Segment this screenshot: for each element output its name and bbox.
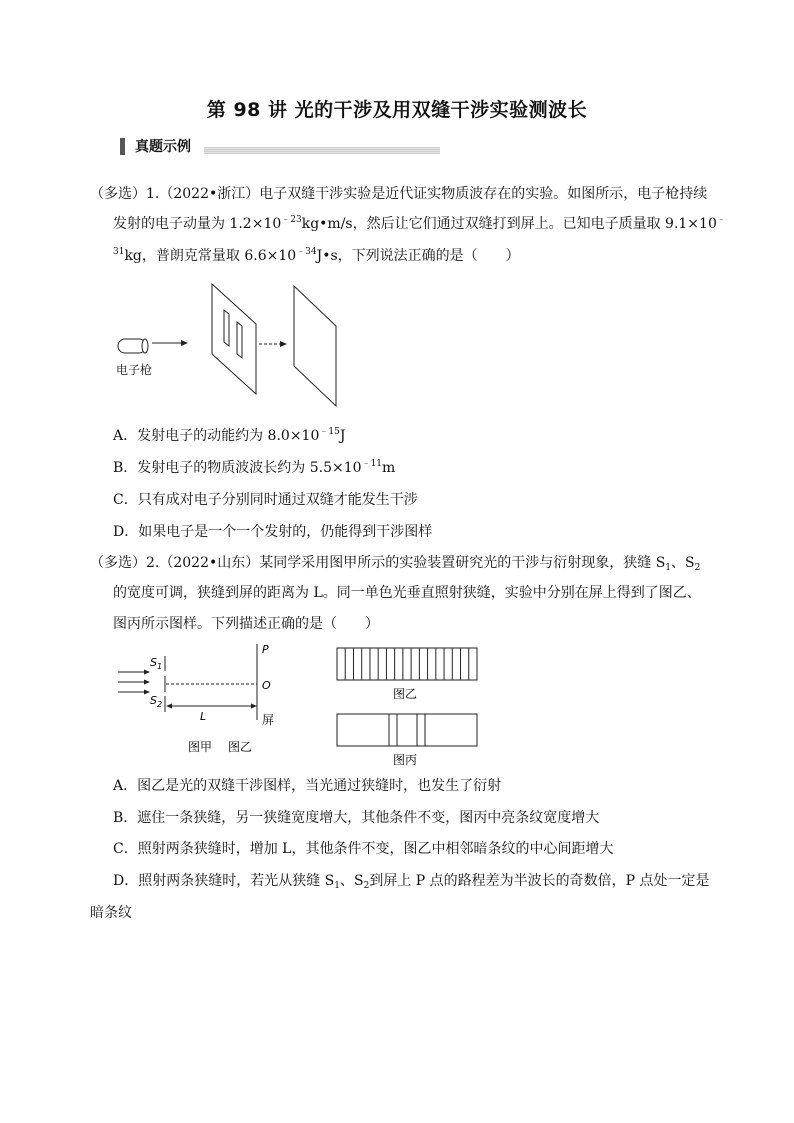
q1-option-b-unit: m bbox=[382, 460, 396, 476]
q1-exponent: 31 bbox=[113, 247, 125, 257]
q1-line3-text: kg，普朗克常量取 6.6×10 bbox=[124, 248, 297, 264]
figure-jia bbox=[110, 640, 290, 760]
q2-option-d-text2: 、S bbox=[340, 873, 364, 889]
o-label: O bbox=[262, 679, 271, 692]
section-bar bbox=[120, 138, 125, 155]
q2-option-a: A．图乙是光的双缝干涉图样，当光通过狭缝时，也发生了衍射 bbox=[113, 778, 502, 794]
section-label: 真题示例 bbox=[135, 139, 191, 155]
q1-option-b bbox=[113, 458, 395, 478]
q2-option-d-continued: 暗条纹 bbox=[90, 905, 132, 921]
beam-arrow bbox=[152, 340, 188, 346]
q1-option-c: C．只有成对电子分别同时通过双缝才能发生干涉 bbox=[113, 492, 418, 508]
s1-label: $S_1$ bbox=[150, 656, 163, 671]
q1-exponent-sign: ﹣ bbox=[716, 215, 726, 225]
q1-exponent: ﹣23 bbox=[281, 215, 302, 225]
q1-option-a-text: A．发射电子的动能约为 8.0×10 bbox=[113, 428, 320, 444]
caption-jia: 图甲 bbox=[188, 740, 213, 754]
q1-option-b-text: B．发射电子的物质波波长约为 5.5×10 bbox=[113, 460, 362, 476]
q2-subscript: 2 bbox=[694, 563, 701, 573]
q1-option-a bbox=[113, 426, 345, 446]
q1-line1: （多选）1.（2022•浙江）电子双缝干涉实验是近代证实物质波存在的实验。如图所示，电子枪持续 bbox=[90, 186, 708, 202]
screen-label: 屏 bbox=[262, 713, 275, 727]
q2-line2: 的宽度可调，狭缝到屏的距离为 L。同一单色光垂直照射狭缝，实验中分别在屏上得到了图乙、 bbox=[113, 585, 701, 601]
q1-option-b-exponent: ﹣11 bbox=[361, 459, 383, 469]
electron-gun-icon bbox=[118, 339, 148, 353]
q1-line3 bbox=[113, 246, 520, 266]
s2-label: $S_2$ bbox=[150, 694, 163, 709]
section-stripe bbox=[204, 147, 440, 154]
q1-option-d: D．如果电子是一个一个发射的，仍能得到干涉图样 bbox=[113, 524, 433, 540]
q2-line3: 图丙所示图样。下列描述正确的是（ ） bbox=[113, 616, 379, 632]
q2-option-d-text3: 到屏上 P 点的路程差为半波长的奇数倍，P 点处一定是 bbox=[369, 873, 710, 889]
caption-yi: 图乙 bbox=[393, 687, 418, 701]
q2-option-d-text: D．照射两条狭缝时，若光从狭缝 S bbox=[113, 873, 335, 889]
q1-exponent: ﹣34 bbox=[296, 247, 317, 257]
q2-line1-text: （多选）2.（2022•山东）某同学采用图甲所示的实验装置研究光的干涉与衍射现象，狭缝 S bbox=[90, 555, 666, 571]
figure-yi bbox=[335, 645, 485, 705]
q2-option-b: B．遮住一条狭缝，另一狭缝宽度增大，其他条件不变，图丙中亮条纹宽度增大 bbox=[113, 810, 600, 826]
fringe-box-yi bbox=[337, 648, 477, 680]
q1-line2-text: 发射的电子动量为 1.2×10 bbox=[113, 216, 282, 232]
double-slit-plate bbox=[212, 284, 256, 394]
q2-line1 bbox=[90, 553, 700, 573]
q1-line2 bbox=[113, 214, 726, 234]
distance-l-arrow bbox=[166, 704, 257, 709]
dashed-arrow bbox=[259, 341, 287, 347]
p-label: P bbox=[262, 643, 269, 656]
fringe-box-bing bbox=[337, 714, 477, 746]
page-title: 第 98 讲 光的干涉及用双缝干涉实验测波长 bbox=[206, 99, 588, 121]
q1-option-a-unit: J bbox=[339, 428, 346, 444]
incident-light-arrows bbox=[118, 670, 150, 695]
q2-subscript: 2 bbox=[363, 881, 370, 891]
screen-plate bbox=[294, 286, 336, 406]
q2-subscript: 1 bbox=[665, 563, 672, 573]
figure-bing bbox=[335, 711, 485, 771]
electron-gun-figure bbox=[110, 280, 350, 410]
q2-line1-text2: 、S bbox=[671, 555, 695, 571]
l-label: L bbox=[200, 710, 207, 723]
q2-option-d bbox=[113, 871, 710, 891]
q2-option-c: C．照射两条狭缝时，增加 L，其他条件不变，图乙中相邻暗条纹的中心间距增大 bbox=[113, 841, 614, 857]
q1-option-a-exponent: ﹣15 bbox=[319, 427, 340, 437]
q1-line3-text2: J•s，下列说法正确的是（ ） bbox=[316, 248, 520, 264]
electron-gun-label: 电子枪 bbox=[116, 363, 153, 377]
q1-line2-text2: kg•m/s，然后让它们通过双缝打到屏上。已知电子质量取 9.1×10 bbox=[301, 216, 717, 232]
section-header bbox=[120, 136, 191, 156]
caption-yi-left: 图乙 bbox=[228, 740, 253, 754]
caption-bing: 图丙 bbox=[393, 753, 418, 767]
q2-subscript: 1 bbox=[334, 881, 340, 891]
